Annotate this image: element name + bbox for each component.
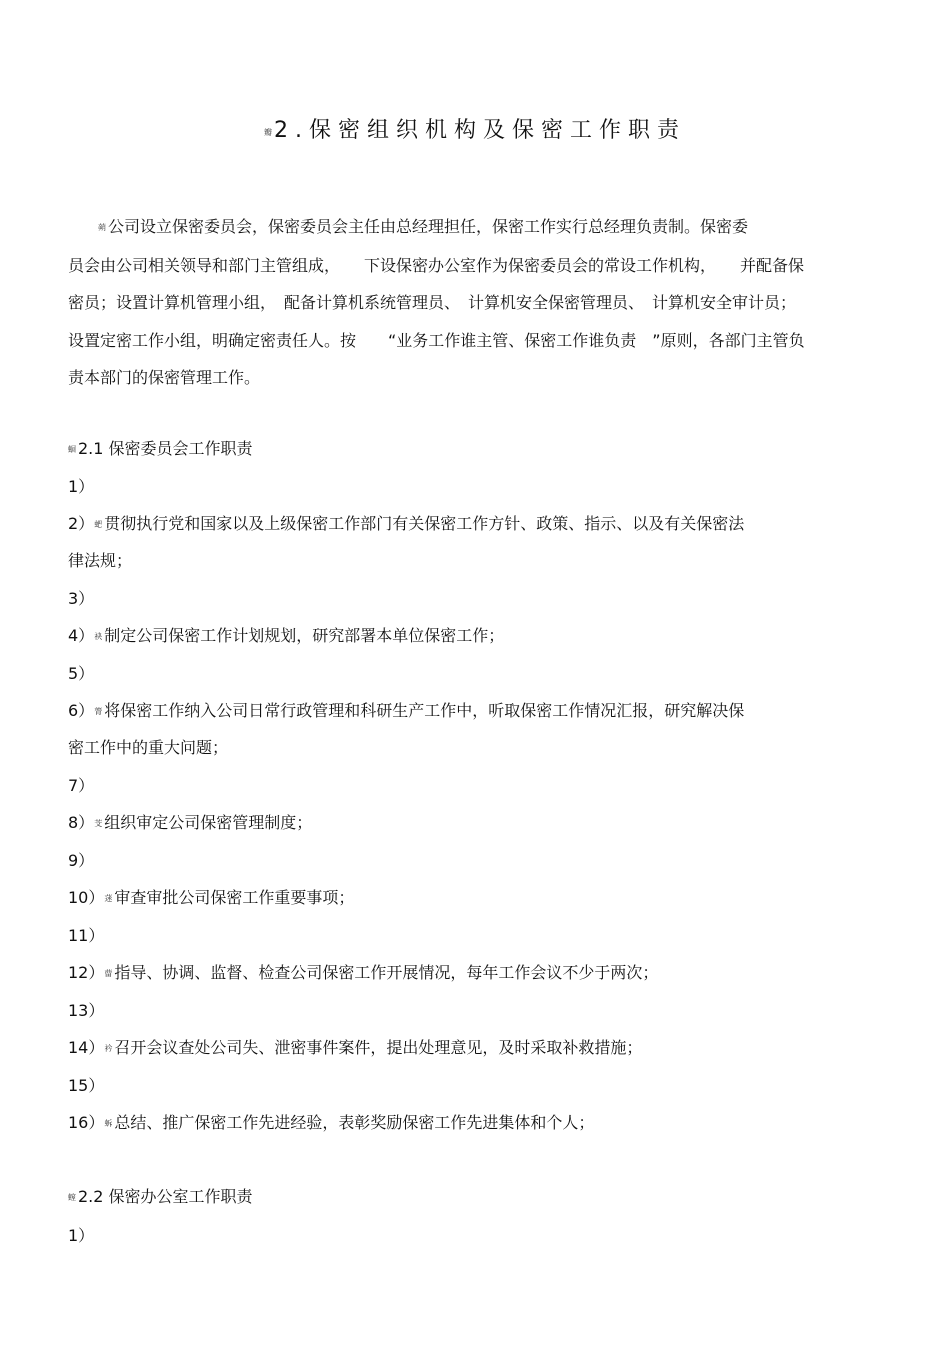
intro-line-5: 责本部门的保密管理工作。 [68,368,261,387]
list-item: 8）芠 组织审定公司保密管理制度； [68,813,313,832]
list-item: 13） [68,1001,105,1020]
list-item: 7） [68,776,95,795]
list-item: 9） [68,851,95,870]
list-item: 16）蚸 总结、推广保密工作先进经验，表彰奖励保密工作先进集体和个人； [68,1113,595,1132]
list-item: 12）蒥 指导、协调、监督、检查公司保密工作开展情况，每年工作会议不少于两次； [68,963,659,982]
section-heading-2-2: 螲 2.2 保密办公室工作职责 [68,1187,253,1206]
list-item: 6）膂 将保密工作纳入公司日常行政管理和科研生产工作中，听取保密工作情况汇报，研究解决保 [68,701,745,720]
intro-line-1: 蒴 公司设立保密委员会，保密委员会主任由总经理担任，保密工作实行总经理负责制。保密委 [98,217,749,236]
intro-paragraph [68,208,883,397]
title-text: 2.保密组织机构及保密工作职责 [274,118,686,143]
list-item: 4）袂 制定公司保密工作计划规划，研究部署本单位保密工作； [68,626,505,645]
list-item: 5） [68,664,95,683]
list-item: 15） [68,1076,105,1095]
title-mark: 瓣 [264,128,272,137]
list-item: 10）蒁 审查审批公司保密工作重要事项； [68,888,355,907]
intro-line-3: 密员；设置计算机管理小组， 配备计算机系统管理员、 计算机安全保密管理员、 计算机安全审计员； [68,293,797,312]
list-item: 11） [68,926,105,945]
list-item: 14）衿 召开会议查处公司失、泄密事件案件，提出处理意见，及时采取补救措施； [68,1038,643,1057]
list-item: 1） [68,477,95,496]
list-item-continuation: 密工作中的重大问题； [68,738,229,757]
intro-line-2: 员会由公司相关领导和部门主管组成， 下设保密办公室作为保密委员会的常设工作机构， 并配备保 [68,255,805,275]
intro-mark: 蒴 [98,223,106,232]
list-item: 3） [68,589,95,608]
section-heading-2-1: 蛔 2.1 保密委员会工作职责 [68,439,253,458]
list-item: 1） [68,1226,95,1245]
list-item: 2）蚆 贯彻执行党和国家以及上级保密工作部门有关保密工作方针、政策、指示、以及有关保密法 [68,514,745,533]
page-title [0,116,950,148]
intro-line-4: 设置定密工作小组，明确定密责任人。按 “业务工作谁主管、保密工作谁负责 ”原则，各部门主管负 [68,330,805,350]
list-item-continuation: 律法规； [68,551,133,570]
